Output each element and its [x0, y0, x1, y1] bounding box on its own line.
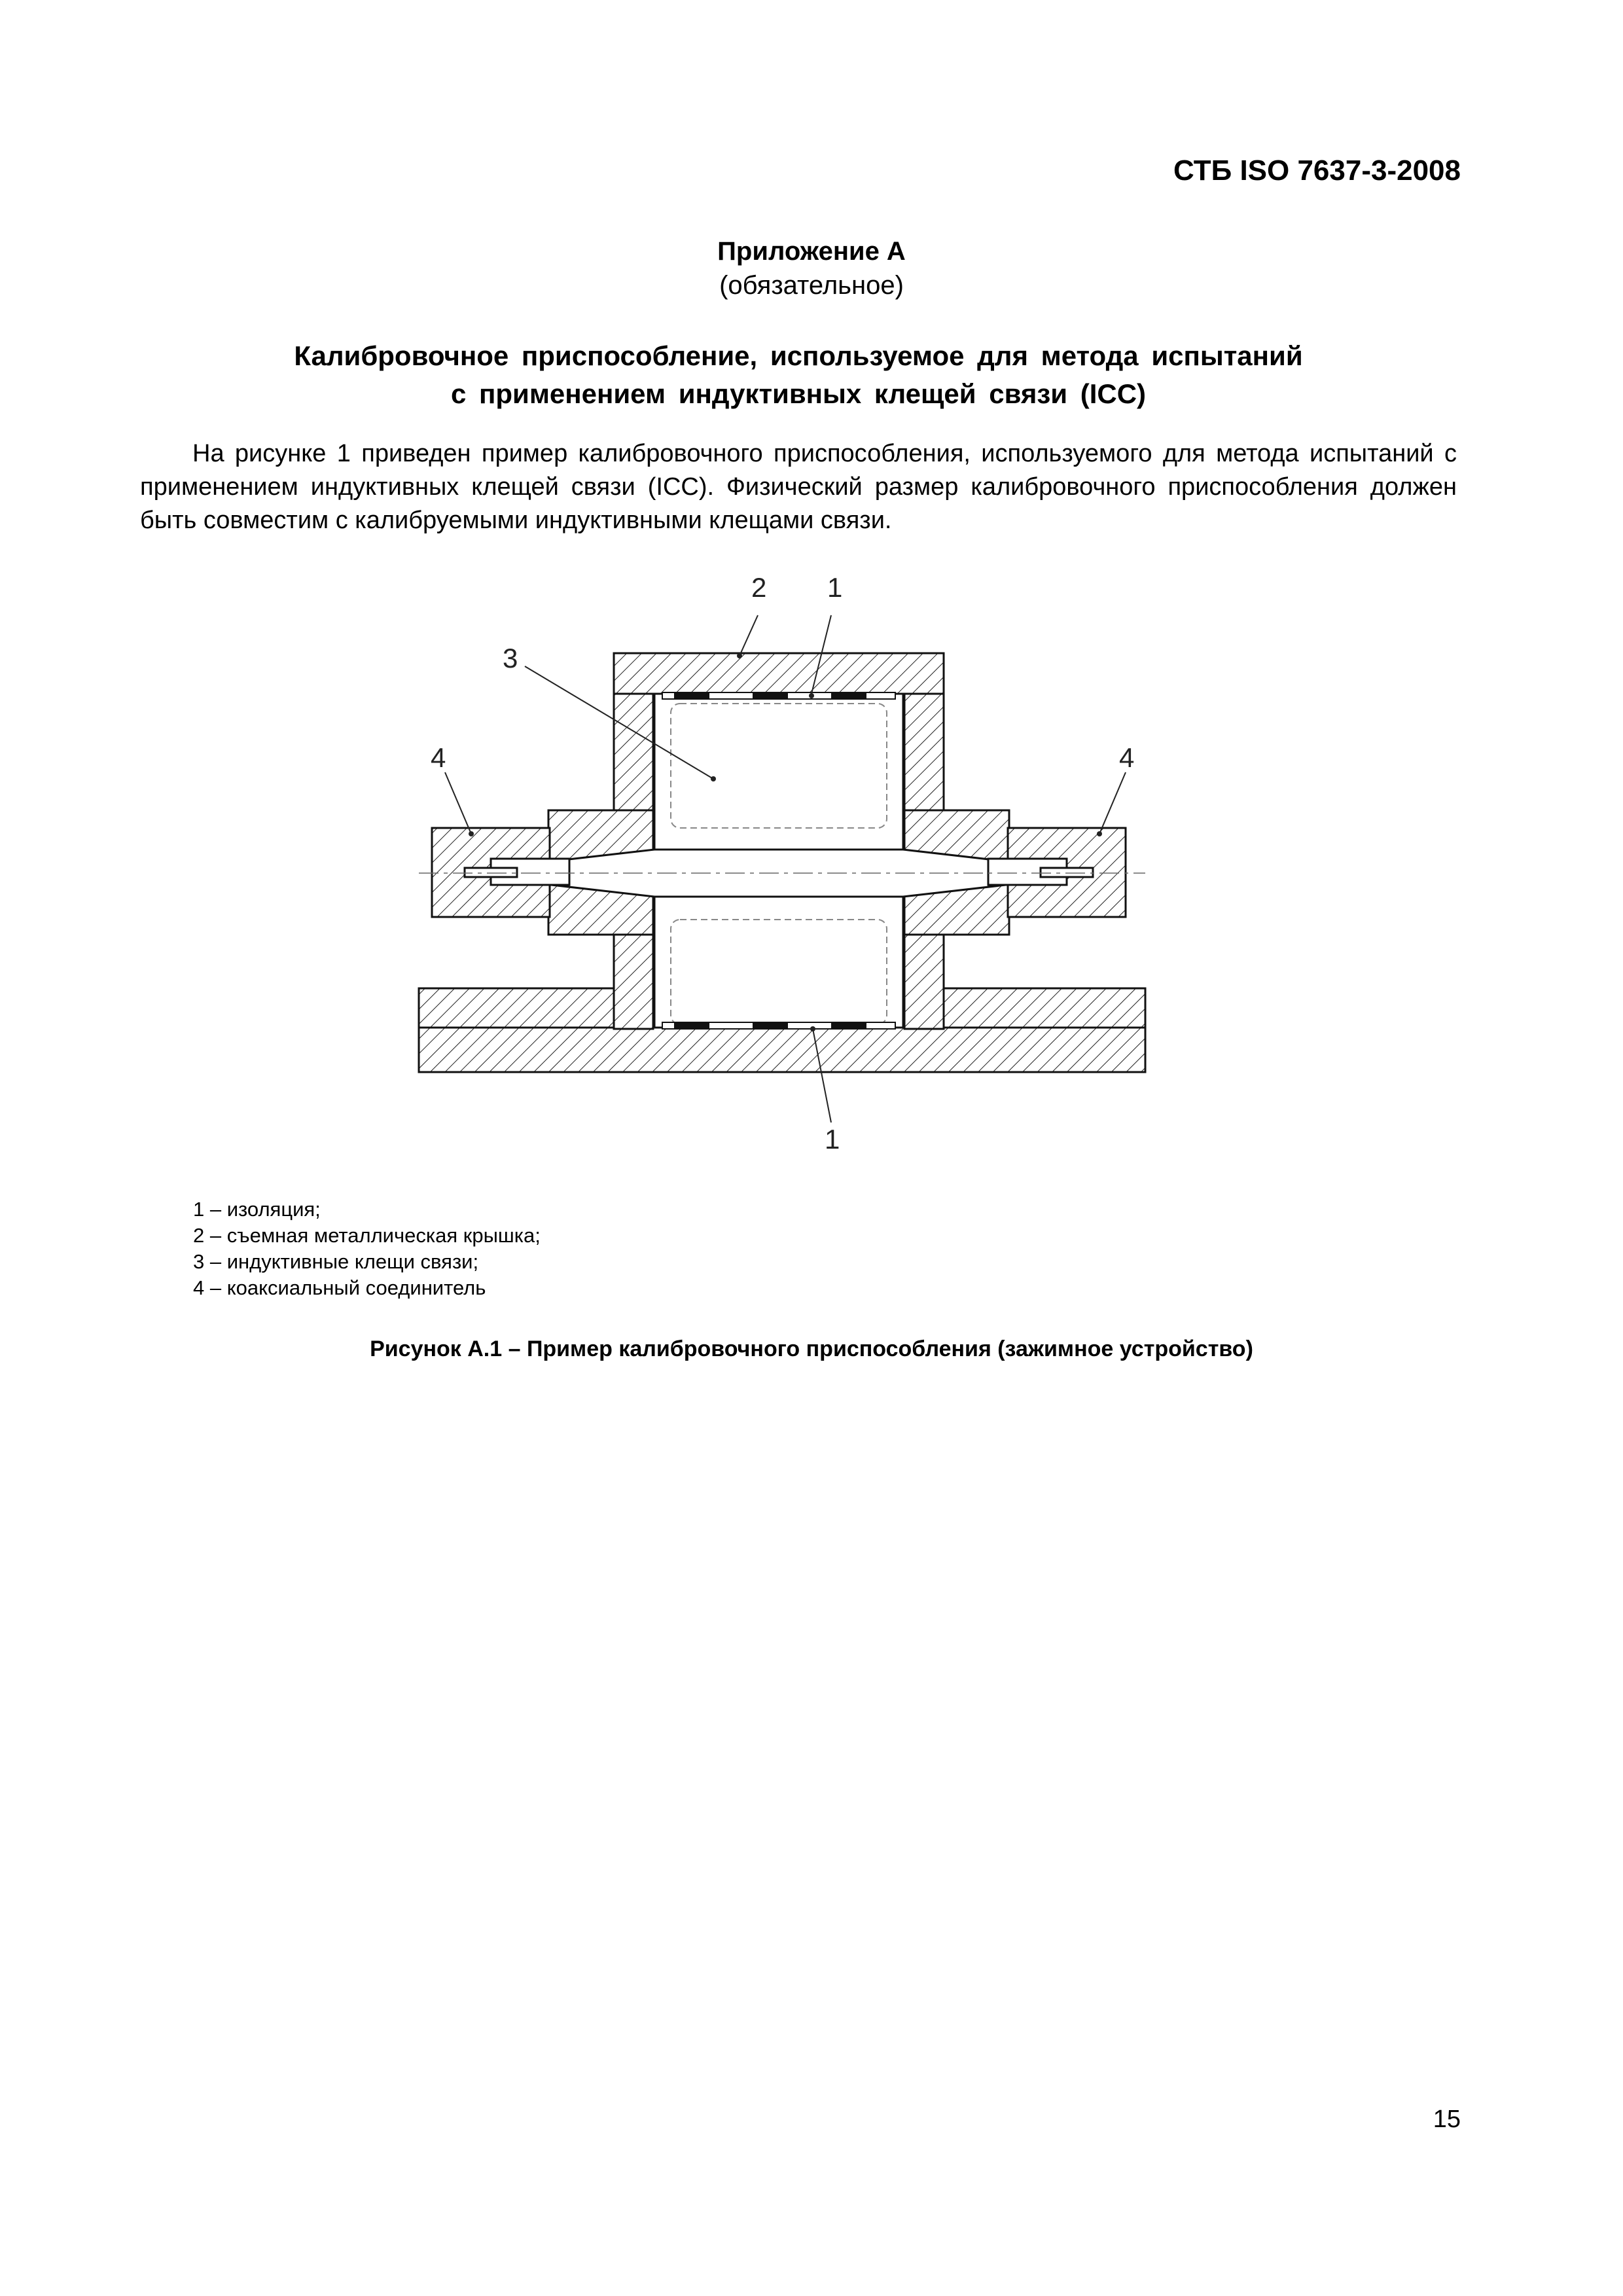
legend-item-coupling-clamp: 3 – индуктивные клещи связи;	[193, 1250, 479, 1273]
callout-1-bottom: 1	[825, 1124, 840, 1152]
annex-heading	[140, 337, 1457, 413]
removable-metal-cover	[614, 653, 944, 694]
callout-2-top: 2	[751, 572, 767, 603]
standard-code: СТБ ISO 7637-3-2008	[1173, 154, 1461, 187]
legend-item-metal-cover: 2 – съемная металлическая крышка;	[193, 1224, 541, 1247]
body-paragraph	[140, 437, 1457, 537]
base-plate-lower	[419, 1028, 1145, 1072]
callout-4-left: 4	[431, 742, 446, 773]
callout-3: 3	[503, 643, 518, 673]
calibration-fixture-drawing	[406, 563, 1165, 1152]
annex-status: (обязательное)	[719, 271, 904, 300]
annex-title: Приложение А	[717, 237, 906, 266]
figure-caption: Рисунок А.1 – Пример калибровочного приспособления (зажимное устройство)	[370, 1336, 1253, 1361]
body-paragraph-text: На рисунке 1 приведен пример калибровочного приспособления, используемого для метода испытаний с применением индуктивных клещей связи (ICC). Физический размер калибровочного приспособления должен быть совместим с калибруемыми индуктивными клещами связи.	[140, 440, 1457, 534]
legend-item-coaxial-connector: 4 – коаксиальный соединитель	[193, 1276, 486, 1299]
page-number: 15	[1433, 2106, 1461, 2133]
callout-4-right: 4	[1119, 742, 1135, 773]
insulation-bottom	[662, 1022, 895, 1029]
annex-heading-line-2: с применением индуктивных клещей связи (ICC)	[450, 378, 1147, 409]
insulation-top	[662, 692, 895, 699]
calibration-fixture-figure	[406, 563, 1165, 1152]
callout-1-top: 1	[827, 572, 843, 603]
legend-item-insulation: 1 – изоляция;	[193, 1198, 321, 1221]
figure-legend	[193, 1196, 541, 1301]
annex-heading-line-1: Калибровочное приспособление, используемое для метода испытаний	[294, 340, 1303, 371]
